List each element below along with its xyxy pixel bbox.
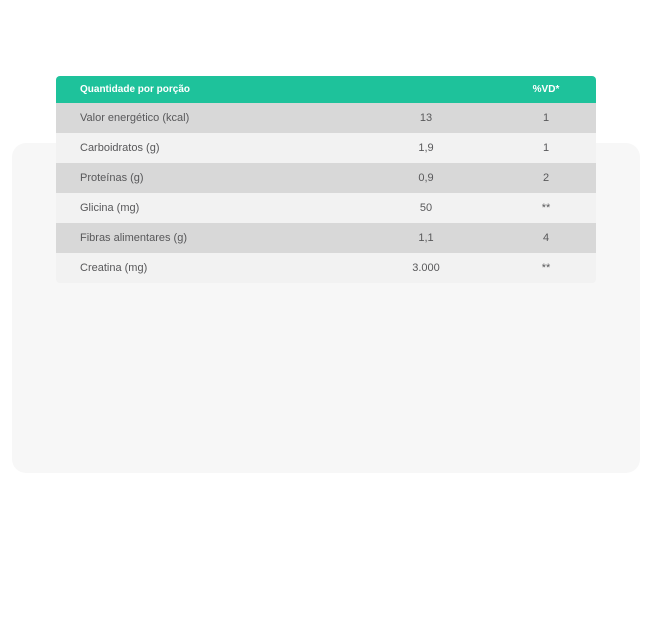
row-label: Valor energético (kcal) <box>56 103 356 133</box>
table-row <box>56 103 596 133</box>
row-percent-vd: ** <box>496 193 596 223</box>
row-percent-vd: 2 <box>496 163 596 193</box>
row-label: Creatina (mg) <box>56 253 356 283</box>
row-quantity: 13 <box>356 103 496 133</box>
row-percent-vd: 1 <box>496 133 596 163</box>
row-quantity: 1,1 <box>356 223 496 253</box>
row-percent-vd: ** <box>496 253 596 283</box>
header-quantity-value <box>356 76 496 103</box>
row-quantity: 50 <box>356 193 496 223</box>
table-row <box>56 253 596 283</box>
nutrition-table-container <box>56 76 596 283</box>
row-quantity: 1,9 <box>356 133 496 163</box>
table-row <box>56 163 596 193</box>
table-row <box>56 193 596 223</box>
row-percent-vd: 1 <box>496 103 596 133</box>
row-label: Fibras alimentares (g) <box>56 223 356 253</box>
row-quantity: 0,9 <box>356 163 496 193</box>
header-quantity-per-portion: Quantidade por porção <box>56 76 356 103</box>
header-percent-vd: %VD* <box>496 76 596 103</box>
row-label: Glicina (mg) <box>56 193 356 223</box>
table-header <box>56 76 596 103</box>
table-row <box>56 223 596 253</box>
table-body <box>56 103 596 283</box>
row-label: Carboidratos (g) <box>56 133 356 163</box>
row-quantity: 3.000 <box>356 253 496 283</box>
nutrition-table <box>56 76 596 283</box>
table-header-row <box>56 76 596 103</box>
row-percent-vd: 4 <box>496 223 596 253</box>
table-row <box>56 133 596 163</box>
row-label: Proteínas (g) <box>56 163 356 193</box>
